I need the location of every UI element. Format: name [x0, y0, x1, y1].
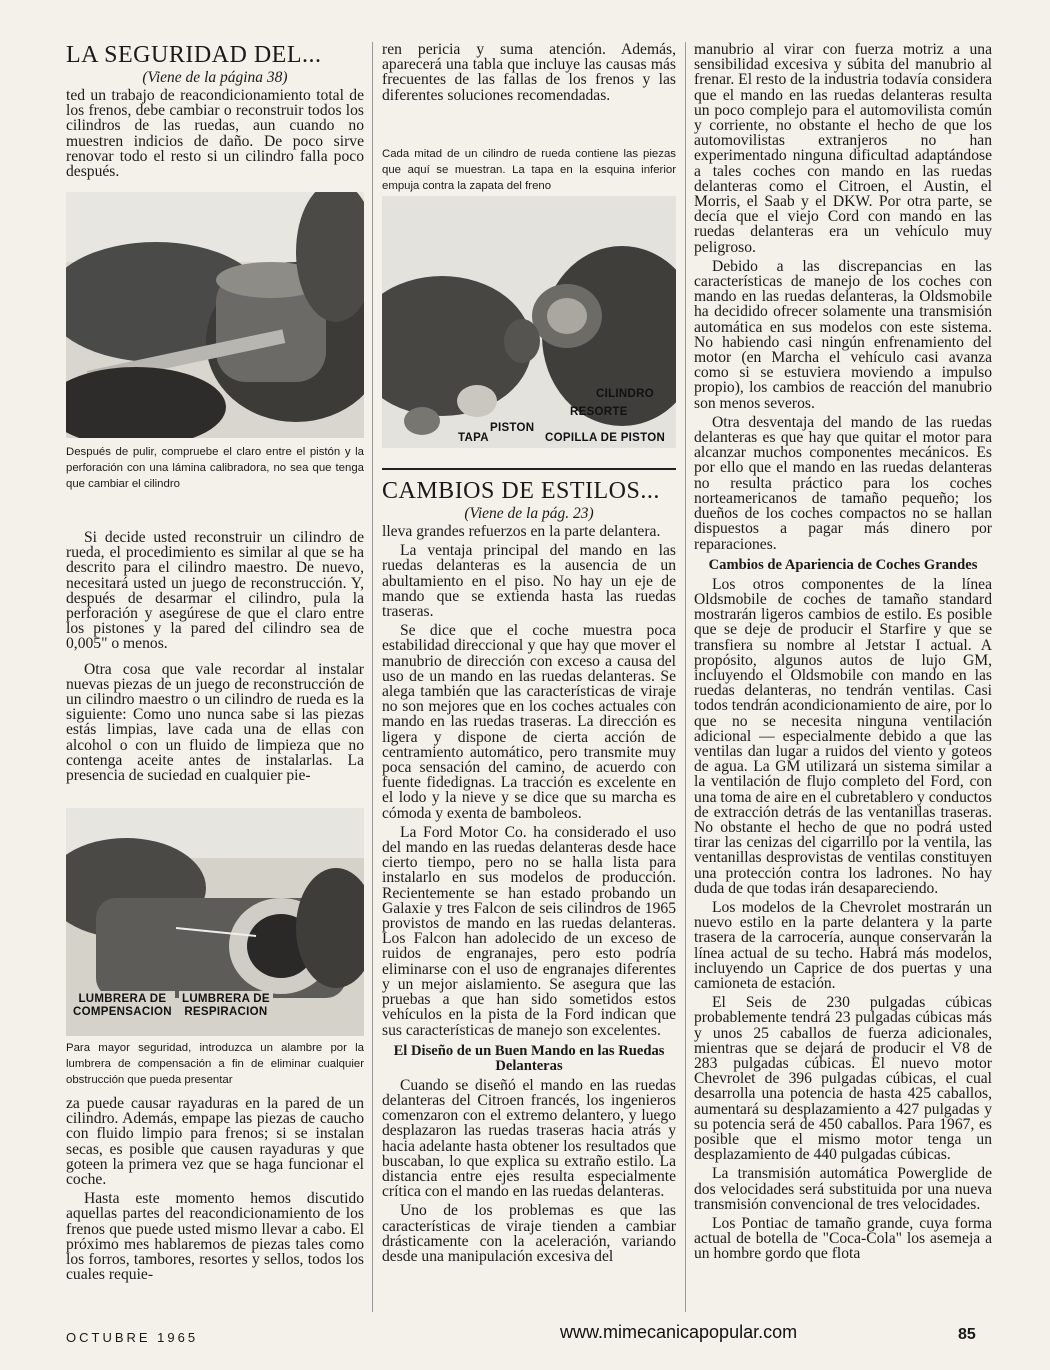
- paragraph: manubrio al virar con fuerza motriz a una sensibilidad excesiva y súbita del manubrio al frenar. El resto de la industria todavía considera que el mando en las ruedas delanteras resulta un poco complejo para el automovilista común y corriente, no obstante el hecho de que los automovilistas extranjeros no han experimentado ninguna dificultad adaptándose a tales coches con mando en las ruedas delanteras como el Citroen, el Austin, el Morris, el Saab y el DKW. Por otra parte, se decía que el viejo Cord con mando en las ruedas delanteras era un vehículo muy peligroso.: [694, 41, 992, 256]
- body-text: [694, 577, 992, 1262]
- column-divider: [372, 42, 373, 1312]
- body-text: [382, 1078, 676, 1264]
- body-text: [382, 524, 676, 1038]
- paragraph: Los otros componentes de la línea Oldsmobile de coches de tamaño standard mostrarán ligeros cambios de estilo. Es posible que se deje de producir el Starfire y que se transfiera su nombre al Jetstar I actual. A propósito, algunos autos de lujo GM, incluyendo el Oldsmobile con mando en las ruedas delanteras, no tendrán ventilas. Casi todos tendrán acondicionamiento de aire, por lo que no se necesita ninguna ventilación adicional — especialmente debido a que las ventilas dan lugar a ruidos del viento y goteos de agua. La GM utilizará un sistema similar a la ventilación de flujo completo del Ford, con una toma de aire en el cubretablero y conductos de extracción detrás de las ventanillas traseras. No obstante el hecho de que no podrá usted tirar las cenizas del cigarrillo por la ventila, las ventanillas desprovistas de ventilas constituyen una protección contra los ladrones. No hay duda de que todas irán desapareciendo.: [694, 575, 992, 897]
- caption-block: [66, 444, 364, 492]
- paragraph: ted un trabajo de reacondicionamiento total de los frenos, debe cambiar o reconstruir todos los cilindros de las ruedas, aun cuando no muestren indicios de daño. De poco sirve renovar todo el resto si un cilindro falla poco después.: [66, 87, 364, 181]
- paragraph: Hasta este momento hemos discutido aquellas partes del reacondicionamiento de los frenos que puede usted mismo llevar a cabo. El próximo mes hablaremos de piezas tales como los forros, tambores, resortes y sellos, todos los cuales requie-: [66, 1190, 364, 1284]
- label-cilindro: CILINDRO: [596, 388, 654, 400]
- page-number: 85: [958, 1326, 976, 1343]
- body-text: [66, 88, 364, 179]
- issue-date: OCTUBRE 1965: [66, 1330, 199, 1345]
- label-lumbrera-respiracion: LUMBRERA DE RESPIRACION: [179, 991, 273, 1021]
- paragraph: El Seis de 230 pulgadas cúbicas probablemente tendrá 23 pulgadas cúbicas más y unos 25 caballos de fuerza adicionales, mientras que se dejará de producir el V8 de 283 pulgadas cúbicas. El nuevo motor Chevrolet de 396 pulgadas cúbicas, el cual desarrolla una potencia de hasta 425 caballos, aumentará su desplazamiento a 427 pulgadas y su potencia será de 450 caballos. Para 1967, es posible que el mismo motor tenga un desplazamiento de 440 pulgadas cúbicas.: [694, 994, 992, 1164]
- column-3: [694, 42, 992, 1266]
- paragraph: Otra cosa que vale recordar al instalar nuevas piezas de un juego de reconstrucción de un cilindro maestro o un cilindro de rueda es la siguiente: Como uno nunca sabe si las piezas estás limpias, lave cada una de ellas con alcohol o con un fluido de limpieza que no contenga aceite antes de instalarlas. La presencia de suciedad en cualquier pie-: [66, 660, 364, 785]
- paragraph: Los Pontiac de tamaño grande, cuya forma actual de botella de "Coca-Cola" los asemeja a un hombre gordo que flota: [694, 1215, 992, 1263]
- paragraph: za puede causar rayaduras en la pared de un cilindro. Además, empape las piezas de caucho con fluido limpio para frenos; si se instalan secas, es posible que causen rayaduras y que goteen la primera vez que se haga funcionar el coche.: [66, 1095, 364, 1189]
- paragraph: lleva grandes refuerzos en la parte delantera.: [382, 523, 661, 540]
- body-text: [66, 1096, 364, 1286]
- paragraph: Otra desventaja del mando de las ruedas delanteras es que hay que quitar el motor para alcanzar muchos componentes mecánicos. Es por ello que el mando en las ruedas delanteras no resulta práctico para los coches norteamericanos de tamaño pequeño; los dueños de los coches compactos no se hallan dispuestos a pagar más dinero por reparaciones.: [694, 413, 992, 553]
- article-heading-seguridad: LA SEGURIDAD DEL...: [66, 42, 322, 68]
- paragraph: Se dice que el coche muestra poca estabilidad direccional y que hay que mover el manubrio de dirección con exceso a causa del uso de un mando en las ruedas delanteras. Se alega también que las características de viraje no son mejores que en los coches actuales con mando en las ruedas traseras. La dirección es ligera y dispone de cierta acción de centramiento automático, pero transmite muy poca sensación del camino, de acuerdo con fuente fidedignas. La tracción es excelente en el lodo y la nieve y se dice que su marcha es cómoda y exenta de bamboleos.: [382, 622, 676, 822]
- caption-block: [66, 1040, 364, 1088]
- column-2: [382, 42, 676, 107]
- label-copilla-piston: COPILLA DE PISTON: [545, 432, 666, 444]
- paragraph: Si decide usted reconstruir un cilindro de rueda, el procedimiento es similar al que se ha descrito para el cilindro maestro. De nuevo, necesitará usted un juego de reconstrucción. Y, después de desarmar el cilindro, pula la perforación y asegúrese de que el claro entre los pistones y la pared del cilindro sea de 0,005" o menos.: [66, 529, 364, 653]
- column-1: [66, 42, 364, 183]
- column-divider: [685, 42, 686, 1312]
- label-tapa: TAPA: [458, 432, 489, 444]
- body-text: [382, 42, 676, 103]
- article-cambios: [382, 478, 676, 1268]
- photo-feeler-gauge: [66, 192, 364, 438]
- photo-caption: Después de pulir, compruebe el claro entre el pistón y la perforación con una lámina calibradora, no sea que tenga que cambiar el cilindro: [66, 446, 364, 490]
- paragraph: Cuando se diseñó el mando en las ruedas delanteras del Citroen francés, los ingenieros comenzaron con el extremo delantero, y luego desplazaron las ruedas traseras hacia atrás y hacia adelante hasta obtener los resultados que buscaban, lo que explica su extraño estilo. La distancia entre ejes resulta especialmente crítica con el mando en las ruedas delanteras.: [382, 1076, 676, 1201]
- subheading: El Diseño de un Buen Mando en las Ruedas Delanteras: [393, 1042, 665, 1074]
- label-lumbrera-compensacion: LUMBRERA DE COMPENSACION: [70, 991, 175, 1021]
- paragraph: ren pericia y suma atención. Además, aparecerá una tabla que incluye las causas más frecuentes de las fallas de los frenos y las diferentes soluciones recomendadas.: [382, 41, 676, 104]
- continued-note: (Viene de la pág. 23): [464, 505, 594, 522]
- label-piston: PISTON: [490, 422, 535, 434]
- article-heading-cambios: CAMBIOS DE ESTILOS...: [382, 478, 660, 504]
- paragraph: La Ford Motor Co. ha considerado el uso del mando en las ruedas delanteras desde hace cierto tiempo, pero no se halla lista para instalarlo en sus modelos de producción. Recientemente se han estado probando un Galaxie y tres Falcon de seis cilindros de 1965 provistos de mando en las ruedas delanteras. Los Falcon han adolecido de un exceso de ruidos de engranajes, pero esto podría eliminarse con el uso de engranajes diferentes y un mejor aislamiento. Se asegura que las pruebas a que han sido sometidos estos vehículos en la pista de la Ford indican que sus características de manejo son excelentes.: [382, 823, 676, 1039]
- photo-caption: Cada mitad de un cilindro de rueda contiene las piezas que aquí se muestran. La tapa en la esquina inferior empuja contra la zapata del freno: [382, 148, 676, 192]
- paragraph: Uno de los problemas es que las características de viraje tienden a cambiar drásticamente con la aceleración, variando desde una manipulación excesiva del: [382, 1202, 676, 1265]
- section-rule: [382, 468, 676, 470]
- site-url-link[interactable]: www.mimecanicapopular.com: [560, 1322, 798, 1342]
- continued-note: (Viene de la página 38): [142, 69, 288, 86]
- photo-caption: Para mayor seguridad, introduzca un alambre por la lumbrera de compensación a fin de eliminar cualquier obstrucción que pueda presentar: [66, 1042, 364, 1086]
- photo-cylinder-parts: [382, 196, 676, 448]
- body-text: [66, 530, 364, 787]
- subheading: Cambios de Apariencia de Coches Grandes: [708, 556, 978, 573]
- paragraph: Debido a las discrepancias en las características de manejo de los coches con mando en las ruedas delanteras, la Oldsmobile ha decidido ofrecer solamente una transmisión automática en sus modelos con este sistema. No habiendo casi ningún enfrenamiento del motor (en Marcha el vehículo casi avanza como si se estuviera moviendo a impulso propio), los cambios de reacción del manubrio son menos severos.: [694, 257, 992, 412]
- paragraph: Los modelos de la Chevrolet mostrarán un nuevo estilo en la parte delantera y la parte trasera de la carrocería, aunque conservarán la línea actual de su techo. Habrá más modelos, incluyendo un Caprice de dos puertas y una camioneta de estación.: [694, 898, 992, 992]
- label-resorte: RESORTE: [570, 406, 628, 418]
- paragraph: La transmisión automática Powerglide de dos velocidades será substituida por una nueva transmisión convencional de tres velocidades.: [694, 1165, 992, 1213]
- body-text: [694, 42, 992, 552]
- caption-block: [382, 146, 676, 194]
- paragraph: La ventaja principal del mando en las ruedas delanteras es la ausencia de un abultamiento en el piso. No hay un eje de mando que se extienda hasta las ruedas traseras.: [382, 542, 676, 621]
